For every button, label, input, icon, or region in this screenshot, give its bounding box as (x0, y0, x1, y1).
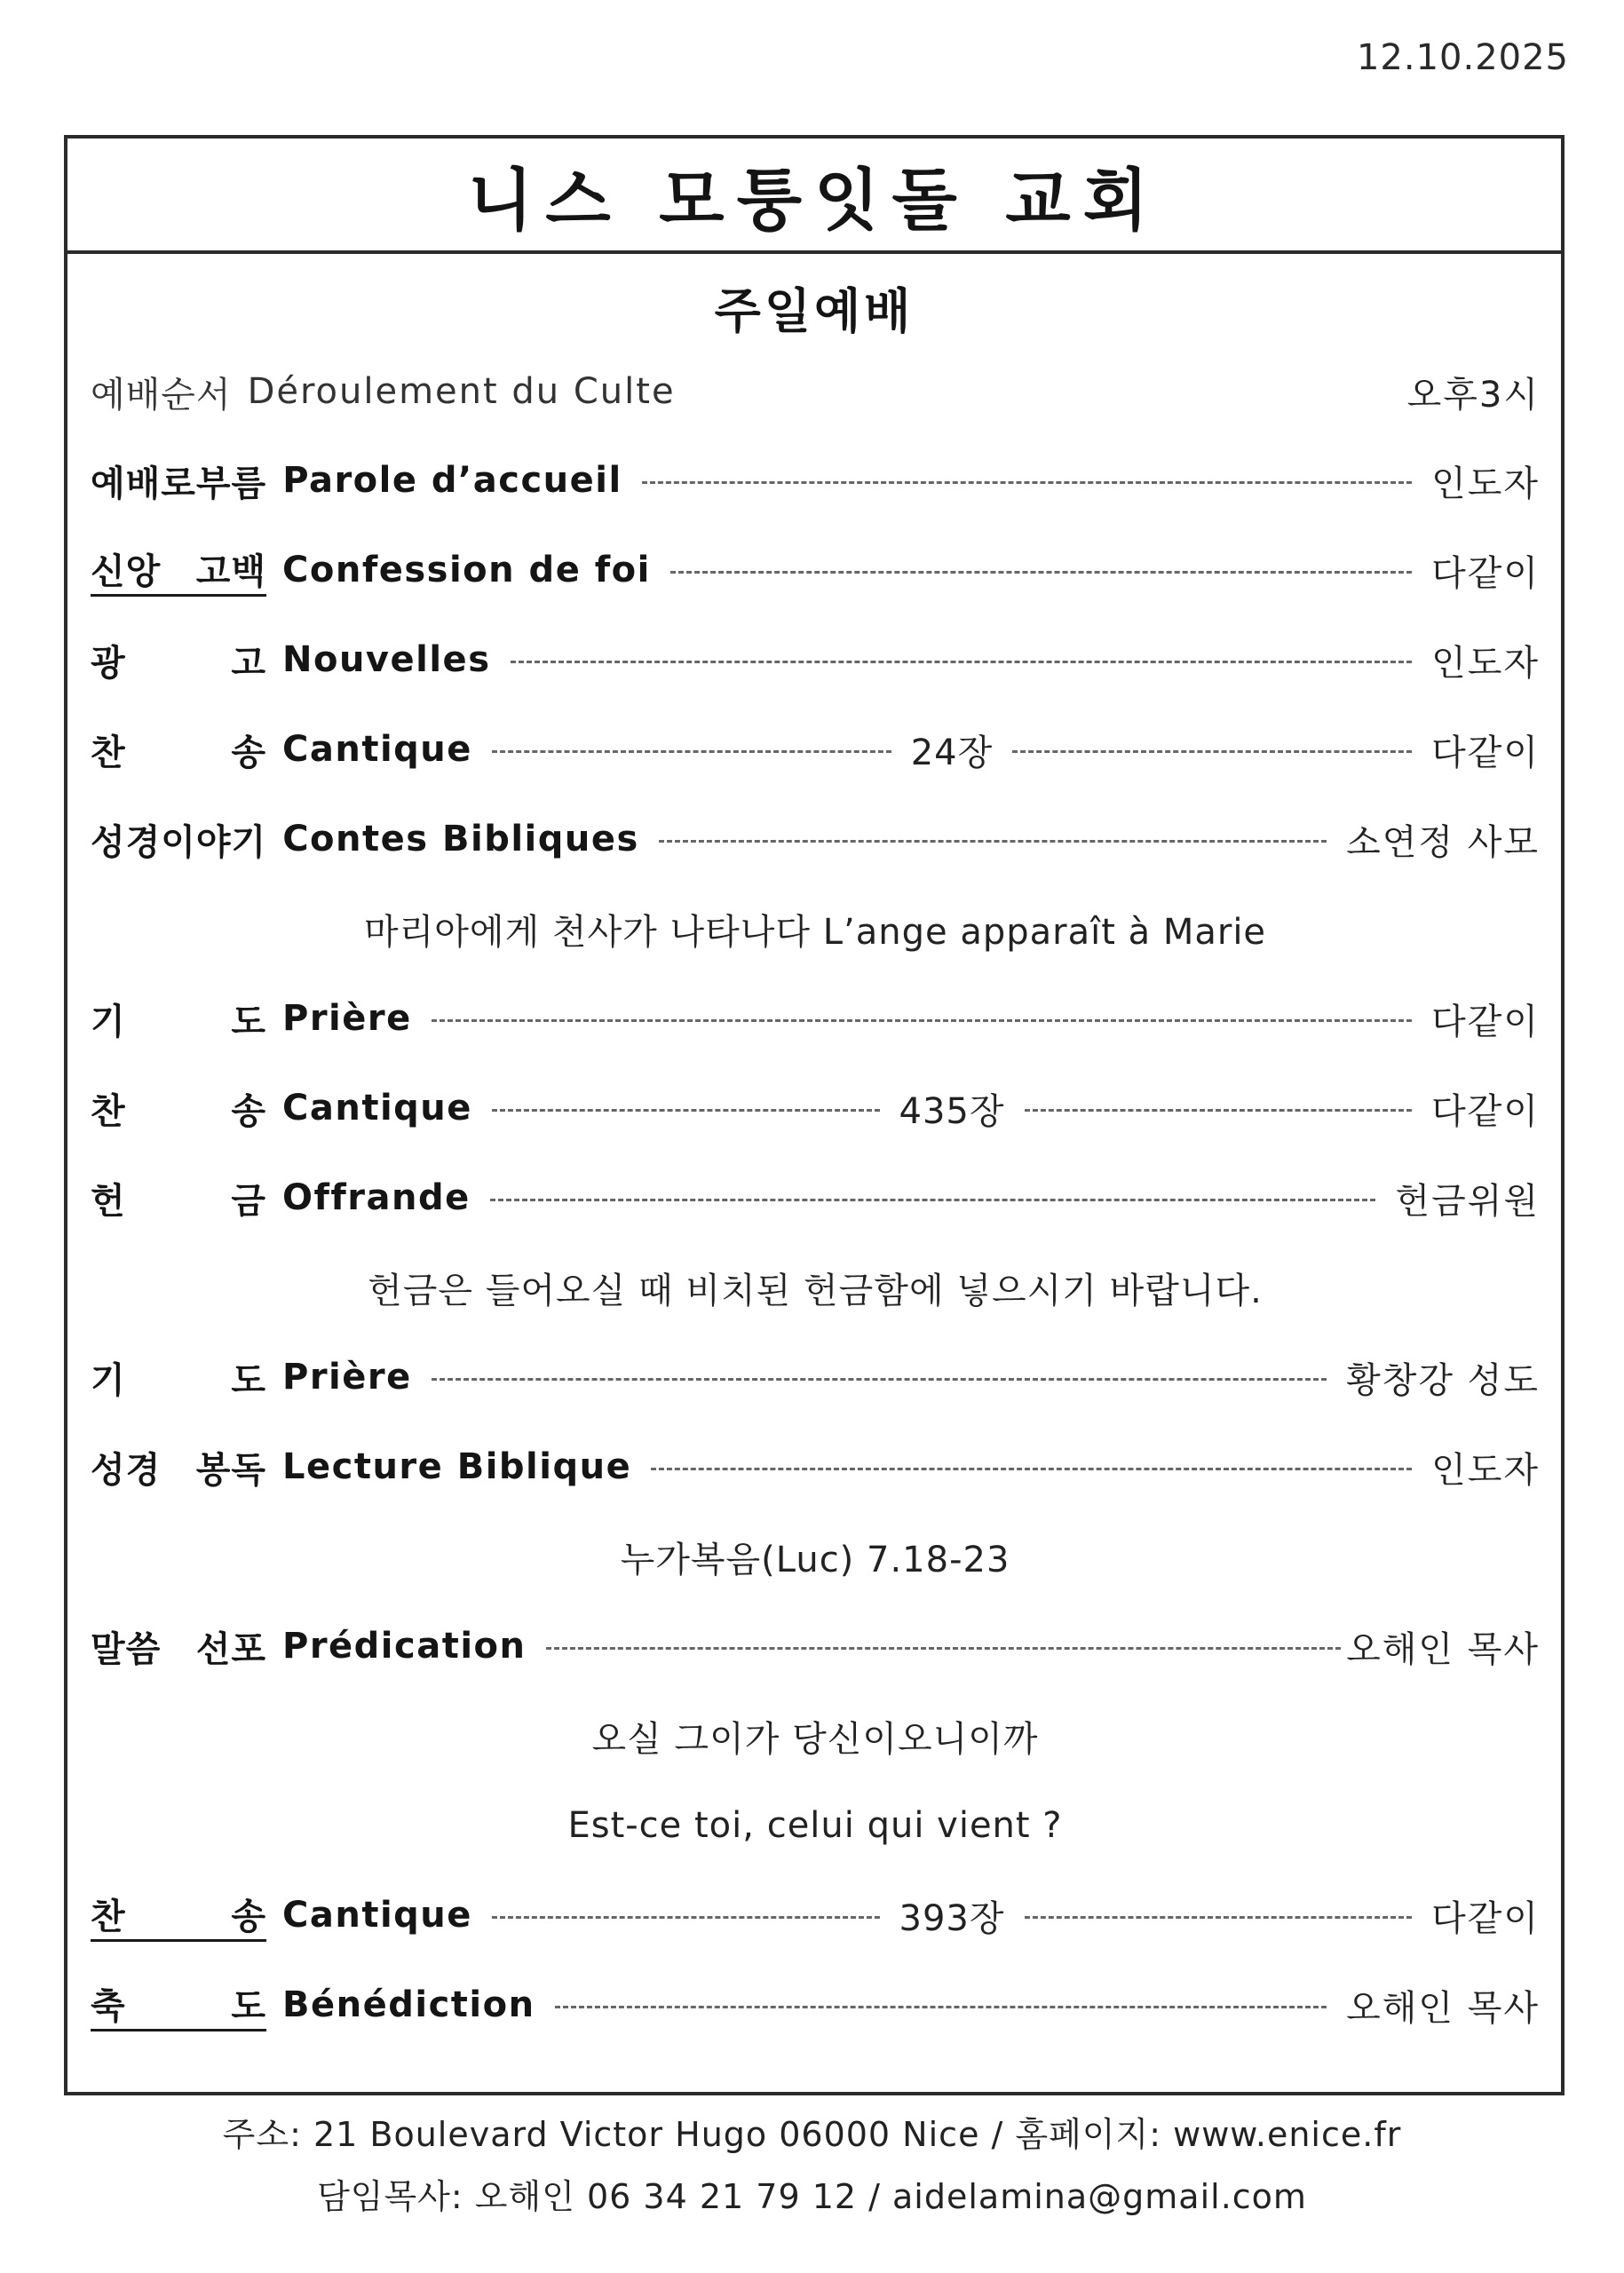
item-fr: Nouvelles (282, 639, 491, 680)
item-who: 헌금위원 (1395, 1180, 1540, 1222)
offering-note: 헌금은 들어오실 때 비치된 헌금함에 넣으시기 바랍니다. (368, 1270, 1263, 1311)
item-ko: 말씀 선포 (91, 1628, 266, 1670)
item-news (91, 629, 1540, 691)
item-fr: Cantique (282, 729, 472, 770)
hymn-number: 24장 (910, 732, 994, 773)
leader-dots (492, 750, 891, 753)
item-who: 인도자 (1431, 1449, 1540, 1491)
item-who: 다같이 (1431, 732, 1540, 773)
leader-dots (1025, 1109, 1413, 1112)
item-fr: Cantique (282, 1895, 472, 1936)
item-who: 다같이 (1431, 1001, 1540, 1042)
item-ko: 축 도 (91, 1978, 266, 2031)
footer-address: 주소: 21 Boulevard Victor Hugo 06000 Nice / 홈페이지: www.enice.fr (222, 2115, 1402, 2154)
item-fr: Prière (282, 1357, 412, 1398)
sermon-title-ko: 오실 그이가 당신이오니이까 (591, 1718, 1039, 1760)
item-ko: 찬 송 (91, 1889, 266, 1942)
item-ko: 성경이야기 (91, 821, 267, 863)
item-who: 오해인 목사 (1346, 1987, 1540, 2029)
leader-dots (432, 1378, 1327, 1381)
item-prayer-2 (91, 1346, 1540, 1408)
footer-pastor-contact: 담임목사: 오해인 06 34 21 79 12 / aidelamina@gmail.com (317, 2177, 1307, 2216)
church-name: 니스 모퉁잇돌 교회 (467, 160, 1161, 240)
leader-dots (1025, 1916, 1413, 1919)
item-who: 다같이 (1431, 1897, 1541, 1939)
item-who: 다같이 (1431, 1090, 1541, 1132)
item-ko: 헌 금 (91, 1180, 266, 1222)
order-header (91, 360, 1540, 423)
service-title: 주일예배 (714, 283, 915, 339)
bulletin-frame (64, 135, 1565, 2095)
item-fr: Cantique (282, 1088, 472, 1129)
item-offering (91, 1167, 1540, 1229)
title-box (67, 139, 1561, 254)
leader-dots (511, 661, 1413, 663)
item-ko: 예배로부름 (91, 463, 267, 504)
item-who: 소연정 사모 (1346, 821, 1540, 863)
item-fr: Lecture Biblique (282, 1446, 632, 1487)
leader-dots (642, 481, 1412, 484)
sermon-title-fr: Est-ce toi, celui qui vient ? (567, 1805, 1063, 1846)
item-benediction (91, 1974, 1540, 2036)
service-time: 오후3시 (1406, 374, 1540, 416)
item-ko: 성경 봉독 (91, 1449, 266, 1491)
item-ko: 찬 송 (91, 1090, 266, 1132)
item-ko: 찬 송 (91, 732, 266, 773)
item-ko: 기 도 (91, 1359, 266, 1401)
scripture-reference: 누가복음(Luc) 7.18-23 (620, 1539, 1010, 1580)
item-fr: Prédication (282, 1626, 527, 1667)
item-prayer-1 (91, 987, 1540, 1049)
item-ko: 기 도 (91, 1001, 266, 1042)
item-hymn-2 (91, 1077, 1540, 1139)
leader-dots (432, 1019, 1412, 1022)
leader-dots (492, 1109, 880, 1112)
item-who: 황창강 성도 (1346, 1359, 1540, 1401)
leader-dots (492, 1916, 880, 1919)
item-confession (91, 539, 1540, 601)
leader-dots (1012, 750, 1412, 753)
order-header-fr: Déroulement du Culte (247, 371, 676, 412)
item-who: 인도자 (1431, 463, 1540, 504)
order-header-ko: 예배순서 (91, 374, 232, 416)
item-ko: 광 고 (91, 642, 266, 684)
item-fr: Prière (282, 998, 412, 1039)
item-fr: Offrande (282, 1177, 471, 1218)
item-fr: Bénédiction (282, 1984, 535, 2025)
item-fr: Contes Bibliques (282, 819, 639, 859)
hymn-number: 435장 (899, 1090, 1005, 1132)
item-scripture-reading (91, 1436, 1540, 1498)
leader-dots (659, 840, 1327, 843)
item-bible-story (91, 808, 1540, 870)
story-note: 마리아에게 천사가 나타나다 L’ange apparaît à Marie (363, 911, 1267, 953)
item-ko: 신앙 고백 (91, 543, 266, 597)
leader-dots (546, 1647, 1342, 1650)
document-date: 12.10.2025 (1356, 37, 1569, 78)
item-sermon (91, 1615, 1540, 1677)
leader-dots (670, 571, 1412, 574)
item-hymn-1 (91, 718, 1540, 780)
item-hymn-3 (91, 1884, 1540, 1946)
leader-dots (490, 1199, 1376, 1201)
item-who: 인도자 (1431, 642, 1540, 684)
item-who: 오해인 목사 (1346, 1628, 1540, 1670)
hymn-number: 393장 (899, 1897, 1005, 1939)
leader-dots (651, 1468, 1412, 1470)
leader-dots (555, 2006, 1327, 2008)
item-fr: Parole d’accueil (282, 460, 622, 501)
item-welcome (91, 449, 1540, 511)
item-who: 다같이 (1431, 552, 1540, 594)
item-fr: Confession de foi (282, 550, 651, 590)
